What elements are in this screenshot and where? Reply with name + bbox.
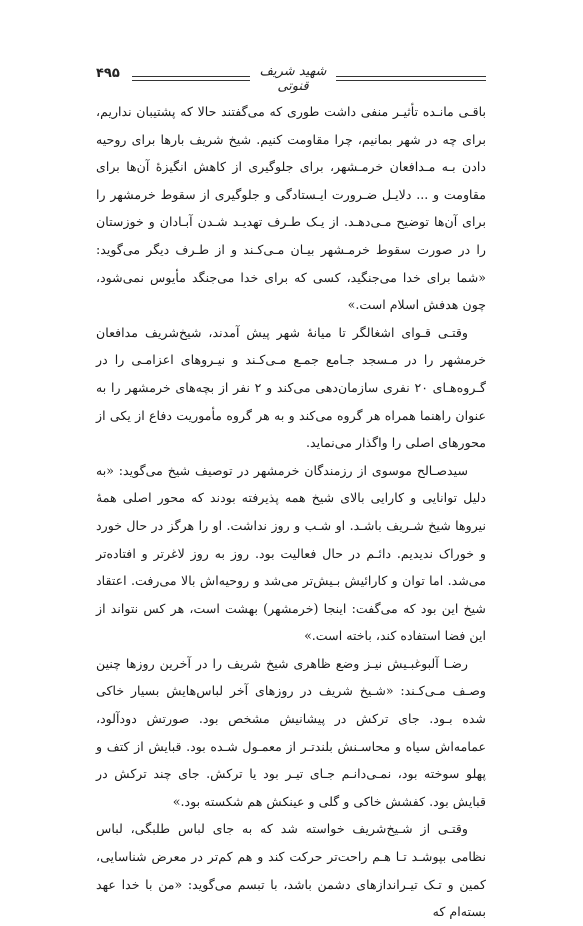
page-header [96,64,486,94]
paragraph-4: رضـا آلبوغبـیش نیـز وضع ظاهری شیخ شریف را در آخرین روزها چنین وصـف مـی‌کـند: «شـیخ شریف در روزهای آخر لباس‌هایش بسیار خاکی شده بـود. جای ترکش در پیشانیش مشخص بود. صورتش دودآلود، عمامه‌اش سیاه و محاسـنش بلندتـر از معمـول شـده بود. قبایش از کتف و پهلو سوخته بود، نمـی‌دانـم جـای تیـر بود یا ترکش. جای چند ترکش در قبایش بود. کفشش خاکی و گلی و عینکش هم شکسته بود.» [96,655,486,809]
paragraph-5: وقتـی از شـیخ‌شریف خواسته شد که به جای لباس طلبگی، لباس نظامی بپوشـد تـا هـم راحت‌تر حرکت کند و هم کم‌تر در معرض شناسایی، کمین و تـک تیـراندازهای دشمن باشد، با تبسم می‌گوید: «من با خدا عهد بسته‌ام که [96,821,486,920]
header-rule-left [132,76,250,81]
page-number: ۴۹۵ [96,66,120,81]
paragraph-3: سیدصـالح موسوی از رزمندگان خرمشهر در توصیف شیخ می‌گوید: «به دلیل توانایی و کارایی بالای شیخ همه پذیرفته بودند که محور اصلی همهٔ نیروها شیخ شـریف باشـد. او شـب و روز نداشت. او را هرگز در حال خورد و خوراک ندیدیم. دائـم در حال فعالیت بود. روز به روز لاغرتر و افتاده‌تر می‌شد. اما توان و کارائیش بـیش‌تر می‌شد و روحیه‌اش بالا می‌رفت. اعتقاد شیخ این بود که می‌گفت: اینجا (خرمشهر) بهشت است، هر کس نتواند از این فضا استفاده کند، باخته است.» [96,462,486,644]
paragraph-1: باقـی مانـده تأثیـر منفی داشت طوری که می‌گفتند حالا که پشتیبان نداریم، برای چه در شهر بمانیم، چرا مقاومت کنیم. شیخ شریف بارها برای روحیه دادن بـه مـدافعان خرمـشهر، برای جلوگیری از کاهش انگیزهٔ آن‌ها برای مقاومت و ... دلایـل ضـرورت ایـستادگی و جلوگیری از سقوط خرمشهر را برای آن‌ها توضیح مـی‌دهـد. از یـک طـرف تهدیـد شـدن آبـادان و خوزستان را در صورت سقوط خرمـشهر بیـان مـی‌کـند و از طـرف دیگر می‌گوید: «شما برای خدا می‌جنگید، کسی که برای خدا می‌جنگد مأیوس نمی‌شود، چون هدفش اسلام است.» [96,104,486,313]
paragraph-2: وقتـی قـوای اشغالگر تا میانهٔ شهر پیش آمدند، شیخ‌شریف مدافعان خرمشهر را در مـسجد جـامع جمـع مـی‌کـند و نیـروهای اعزامـی را در گـروه‌هـای ۲۰ نفری سازمان‌دهی می‌کند و ۲ نفر از بچه‌های خرمشهر را به عنوان راهنما همراه هر گروه می‌کند و به هر گروه مأموریت دفاع از یکی از محورهای اصلی را واگذار می‌نماید. [96,324,487,451]
running-title: شهید شریف قنوتی [259,64,327,94]
page-body [96,98,486,926]
header-rule-right [336,76,486,81]
